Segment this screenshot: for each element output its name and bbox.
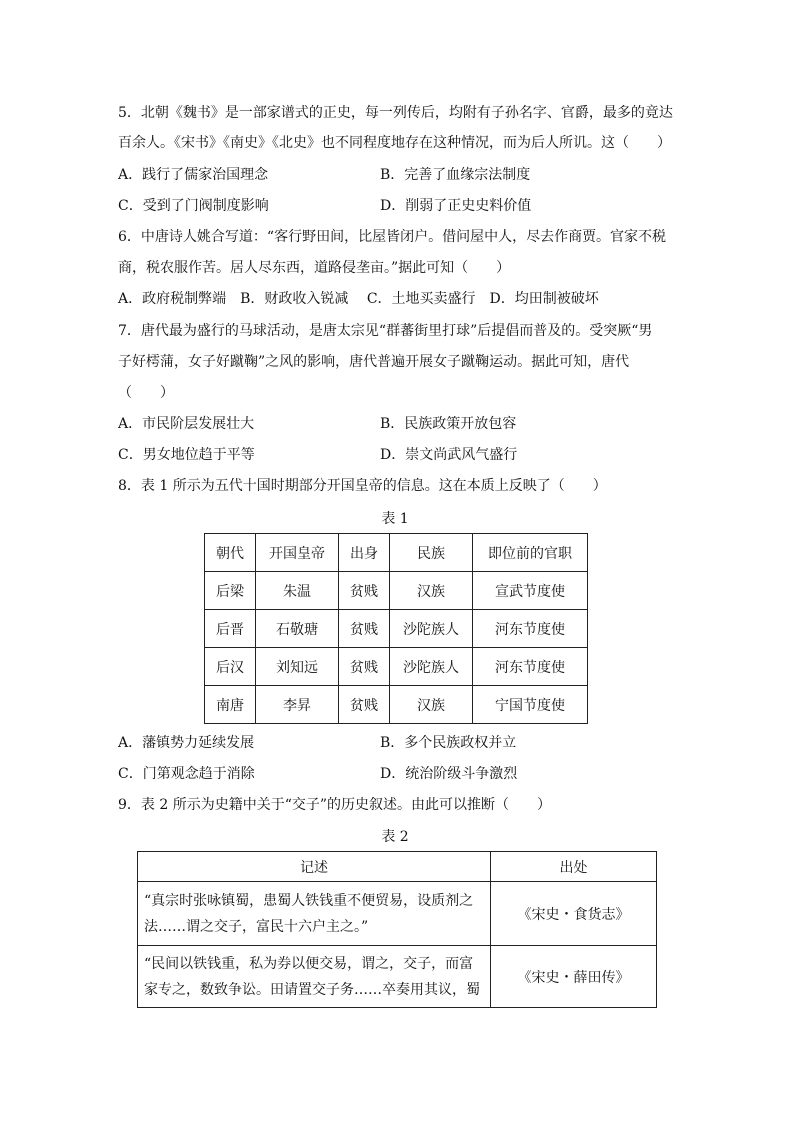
table-cell: [138, 882, 491, 946]
table-cell: 李昇: [256, 686, 339, 724]
table-cell: 后汉: [205, 648, 256, 686]
q7-option-d[interactable]: D．崇文尚武风气盛行: [380, 447, 518, 463]
table-cell: 宁国节度使: [473, 686, 588, 724]
q7-line-1: 7．唐代最为盛行的马球活动，是唐太宗见“群蕃街里打球”后提倡而普及的。受突厥“男: [118, 323, 653, 339]
table-1-header-cell: 出身: [339, 534, 390, 572]
q7-option-a[interactable]: A．市民阶层发展壮大: [118, 416, 255, 432]
table-1-header-cell: 开国皇帝: [256, 534, 339, 572]
q8-option-c[interactable]: C．门第观念趋于消除: [118, 766, 255, 782]
q5-line-1: 5．北朝《魏书》是一部家谱式的正史，每一列传后，均附有子孙名字、官爵，最多的竟达: [118, 105, 673, 121]
q5-line-2: 百余人。《宋书》《南史》《北史》也不同程度地存在这种情况，而为后人所讥。这（ ）: [118, 135, 671, 151]
table-row: [205, 610, 588, 648]
table-cell: 河东节度使: [473, 610, 588, 648]
table-cell: 沙陀族人: [390, 648, 473, 686]
record-text-line: “真宗时张咏镇蜀，患蜀人铁钱重不便贸易，设质剂之: [144, 892, 474, 909]
table-cell: 南唐: [205, 686, 256, 724]
table-cell: 后晋: [205, 610, 256, 648]
table-2-header-cell: 出处: [491, 852, 657, 882]
q7-option-b[interactable]: B．民族政策开放包容: [380, 416, 517, 432]
table-row: [138, 882, 657, 946]
q7-line-3: （ ）: [118, 385, 174, 401]
table-cell: 贫贱: [339, 686, 390, 724]
q6-options[interactable]: A．政府税制弊端 B．财政收入锐减 C．土地买卖盛行 D．均田制被破坏: [118, 291, 599, 307]
table-cell: 石敬瑭: [256, 610, 339, 648]
record-text-line: “民间以铁钱重，私为券以便交易，谓之，交子，而富: [144, 955, 474, 972]
table-cell: 沙陀族人: [390, 610, 473, 648]
table-cell: 贫贱: [339, 572, 390, 610]
q9-line-1: 9．表 2 所示为史籍中关于“交子”的历史叙述。由此可以推断（ ）: [118, 797, 552, 813]
table-cell: 《宋史・食货志》: [491, 882, 657, 946]
table-cell: [138, 946, 491, 1008]
table-row: [205, 572, 588, 610]
table-cell: 贫贱: [339, 610, 390, 648]
table-cell: 宣武节度使: [473, 572, 588, 610]
q7-option-c[interactable]: C．男女地位趋于平等: [118, 447, 255, 463]
table-1-header-cell: 朝代: [205, 534, 256, 572]
table-1-header-row: [205, 534, 588, 572]
record-text-line: 家专之，数致争讼。田请置交子务……卒奏用其议，蜀: [144, 981, 480, 998]
q7-line-2: 子好樗蒲，女子好蹴鞠”之风的影响，唐代普遍开展女子蹴鞠运动。据此可知，唐代: [118, 354, 630, 370]
q8-option-b[interactable]: B．多个民族政权并立: [380, 735, 517, 751]
table-1-caption: 表 1: [381, 511, 409, 527]
q5-option-c[interactable]: C．受到了门阀制度影响: [118, 198, 269, 214]
q6-line-1: 6．中唐诗人姚合写道：“客行野田间，比屋皆闭户。借问屋中人，尽去作商贾。官家不税: [118, 229, 667, 245]
q6-line-2: 商，税农服作苦。居人尽东西，道路侵垄亩。”据此可知（ ）: [118, 260, 511, 276]
record-text-line: 法……谓之交子，富民十六户主之。”: [144, 918, 369, 935]
table-cell: 汉族: [390, 686, 473, 724]
table-2: [137, 851, 657, 1008]
table-cell: 后梁: [205, 572, 256, 610]
table-1: [204, 533, 588, 724]
q8-option-d[interactable]: D．统治阶级斗争激烈: [380, 766, 518, 782]
table-row: [138, 946, 657, 1008]
q5-option-a[interactable]: A．践行了儒家治国理念: [118, 167, 269, 183]
table-row: [205, 648, 588, 686]
table-cell: 河东节度使: [473, 648, 588, 686]
table-1-header-cell: 民族: [390, 534, 473, 572]
table-cell: 朱温: [256, 572, 339, 610]
q5-option-b[interactable]: B．完善了血缘宗法制度: [380, 167, 531, 183]
q8-option-a[interactable]: A．藩镇势力延续发展: [118, 735, 255, 751]
q8-line-1: 8．表 1 所示为五代十国时期部分开国皇帝的信息。这在本质上反映了（ ）: [118, 478, 607, 494]
table-cell: 刘知远: [256, 648, 339, 686]
q5-option-d[interactable]: D．削弱了正史史料价值: [380, 198, 532, 214]
table-cell: 《宋史・薛田传》: [491, 946, 657, 1008]
table-cell: 汉族: [390, 572, 473, 610]
table-row: [205, 686, 588, 724]
table-2-header-cell: 记述: [138, 852, 491, 882]
table-cell: 贫贱: [339, 648, 390, 686]
table-1-header-cell: 即位前的官职: [473, 534, 588, 572]
table-2-caption: 表 2: [381, 829, 409, 845]
table-2-header-row: [138, 852, 657, 882]
